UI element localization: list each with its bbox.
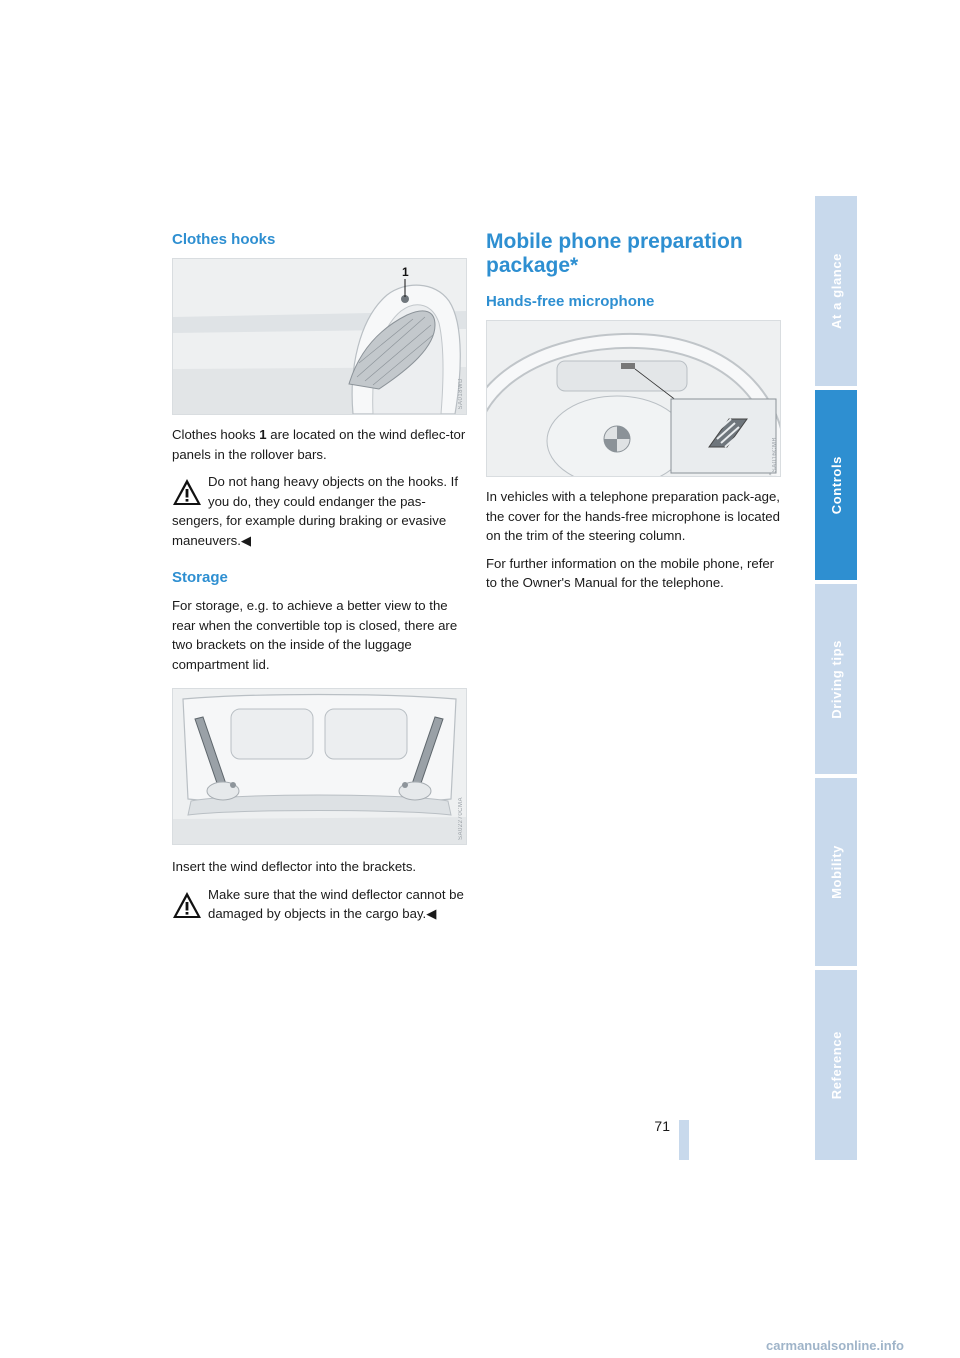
hook-callout-1: 1 (402, 265, 409, 279)
storage-paragraph: For storage, e.g. to achieve a better view to the rear when the convertible top is closed, there are two brackets on the inside of the luggage compartment lid. (172, 598, 458, 672)
page-marker (679, 1120, 689, 1160)
mobile-phone-heading: Mobile phone preparation package* (486, 230, 743, 277)
warning-triangle-icon (172, 891, 202, 919)
tab-at-a-glance[interactable]: At a glance (815, 196, 857, 386)
storage-heading: Storage (172, 569, 228, 586)
luggage-lid-illustration (173, 689, 466, 844)
storage-warning: Make sure that the wind deflector cannot be damaged by objects in the cargo bay.◀ (172, 885, 467, 924)
figure-code: SA016CMB (772, 436, 778, 472)
clothes-hooks-figure (172, 258, 467, 415)
warning-triangle-icon (172, 478, 202, 506)
microphone-paragraph-1: In vehicles with a telephone preparation pack-age, the cover for the hands-free microphone is located on the trim of the steering column. (486, 489, 780, 543)
storage-figure (172, 688, 467, 845)
steering-column-illustration (487, 321, 780, 476)
chapter-tabs (815, 196, 857, 1160)
tab-driving-tips[interactable]: Driving tips (815, 584, 857, 774)
right-column (486, 230, 782, 601)
tab-mobility[interactable]: Mobility (815, 778, 857, 966)
hands-free-heading: Hands-free microphone (486, 293, 655, 310)
clothes-hooks-illustration (173, 259, 466, 414)
storage-paragraph-2: Insert the wind deflector into the brackets. (172, 859, 417, 874)
tab-controls[interactable]: Controls (815, 390, 857, 580)
figure-code: SA018WD (458, 378, 464, 410)
page-number: 71 (654, 1118, 670, 1134)
left-column (172, 230, 467, 934)
figure-code: SA02270CMA (458, 796, 464, 840)
clothes-hooks-paragraph: Clothes hooks 1 are located on the wind deflec-tor panels in the rollover bars. (172, 427, 466, 462)
microphone-paragraph-2: For further information on the mobile phone, refer to the Owner's Manual for the telephone. (486, 555, 775, 590)
footer-watermark: carmanualsonline.info (766, 1338, 904, 1353)
clothes-hooks-warning: Do not hang heavy objects on the hooks. If you do, they could endanger the pas-sengers, for example during braking or evasive maneuvers.◀ (172, 474, 458, 548)
tab-reference[interactable]: Reference (815, 970, 857, 1160)
clothes-hooks-heading: Clothes hooks (172, 231, 276, 248)
microphone-figure (486, 320, 781, 477)
